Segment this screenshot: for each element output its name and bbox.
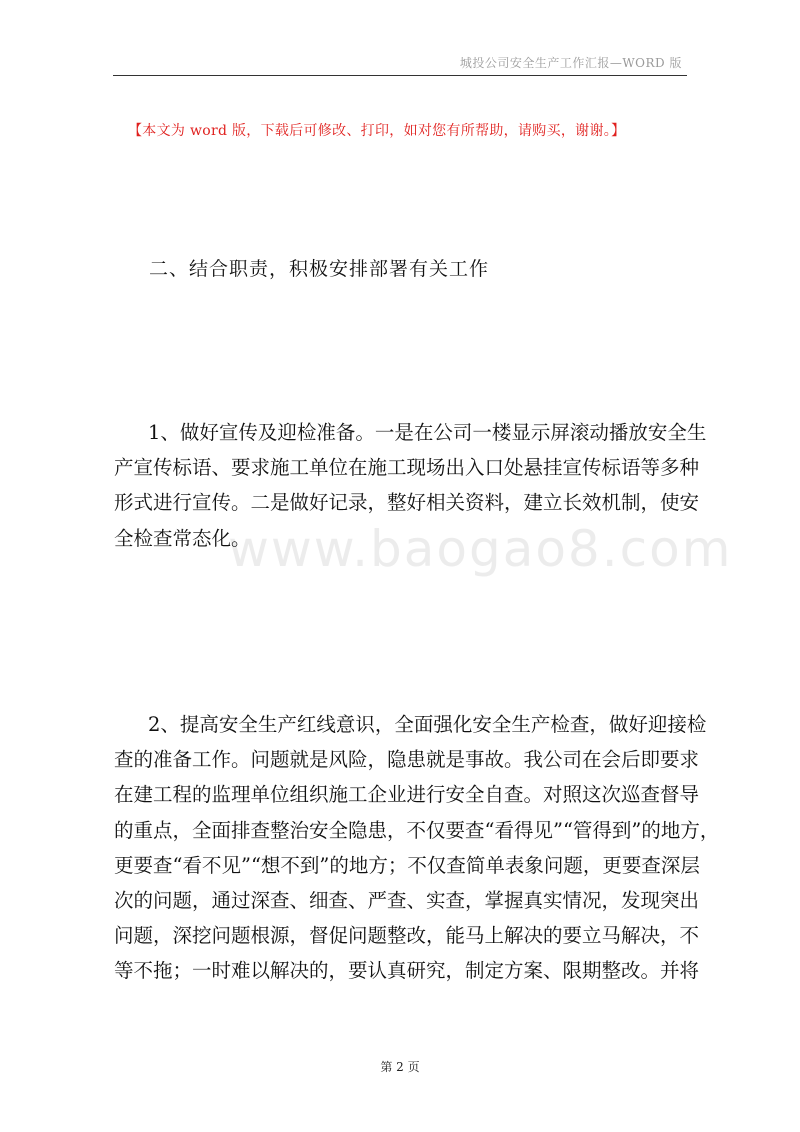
paragraph-line: 查的准备工作。问题就是风险，隐患就是事故。我公司在会后即要求	[114, 748, 700, 772]
paragraph-line: 等不拖；一时难以解决的，要认真研究，制定方案、限期整改。并将	[114, 959, 700, 983]
watermark: www.baogao8.com	[228, 520, 733, 578]
paragraph-line: 2、提高安全生产红线意识，全面强化安全生产检查，做好迎接检	[148, 713, 707, 736]
paragraph-line: 1、做好宣传及迎检准备。一是在公司一楼显示屏滚动播放安全生	[148, 421, 707, 444]
paragraph-line: 更要查“看不见”“想不到”的地方；不仅查简单表象问题，更要查深层	[114, 853, 700, 877]
header-title: 城投公司安全生产工作汇报—WORD 版	[459, 56, 682, 70]
paragraph-line: 在建工程的监理单位组织施工企业进行安全自查。对照这次巡查督导	[114, 783, 700, 807]
section-heading: 二、结合职责，积极安排部署有关工作	[149, 258, 490, 280]
paragraph-line: 的重点，全面排查整治安全隐患，不仅要查“看得见”“管得到”的地方，	[114, 818, 720, 842]
paragraph-line: 形式进行宣传。二是做好记录，整好相关资料，建立长效机制，使安	[114, 491, 700, 515]
paragraph-2	[114, 707, 720, 989]
header-divider	[113, 75, 687, 76]
paragraph-line: 全检查常态化。	[114, 526, 251, 550]
purchase-notice: 【本文为 word 版，下载后可修改、打印，如对您有所帮助，请购买，谢谢。】	[128, 123, 626, 139]
paragraph-line: 问题，深挖问题根源，督促问题整改，能马上解决的要立马解决，不	[114, 924, 700, 948]
paragraph-line: 次的问题，通过深查、细查、严查、实查，掌握真实情况，发现突出	[114, 888, 700, 912]
page-number: 第 2 页	[380, 1060, 420, 1074]
paragraph-line: 产宣传标语、要求施工单位在施工现场出入口处悬挂宣传标语等多种	[114, 456, 700, 480]
paragraph-1	[114, 415, 707, 556]
